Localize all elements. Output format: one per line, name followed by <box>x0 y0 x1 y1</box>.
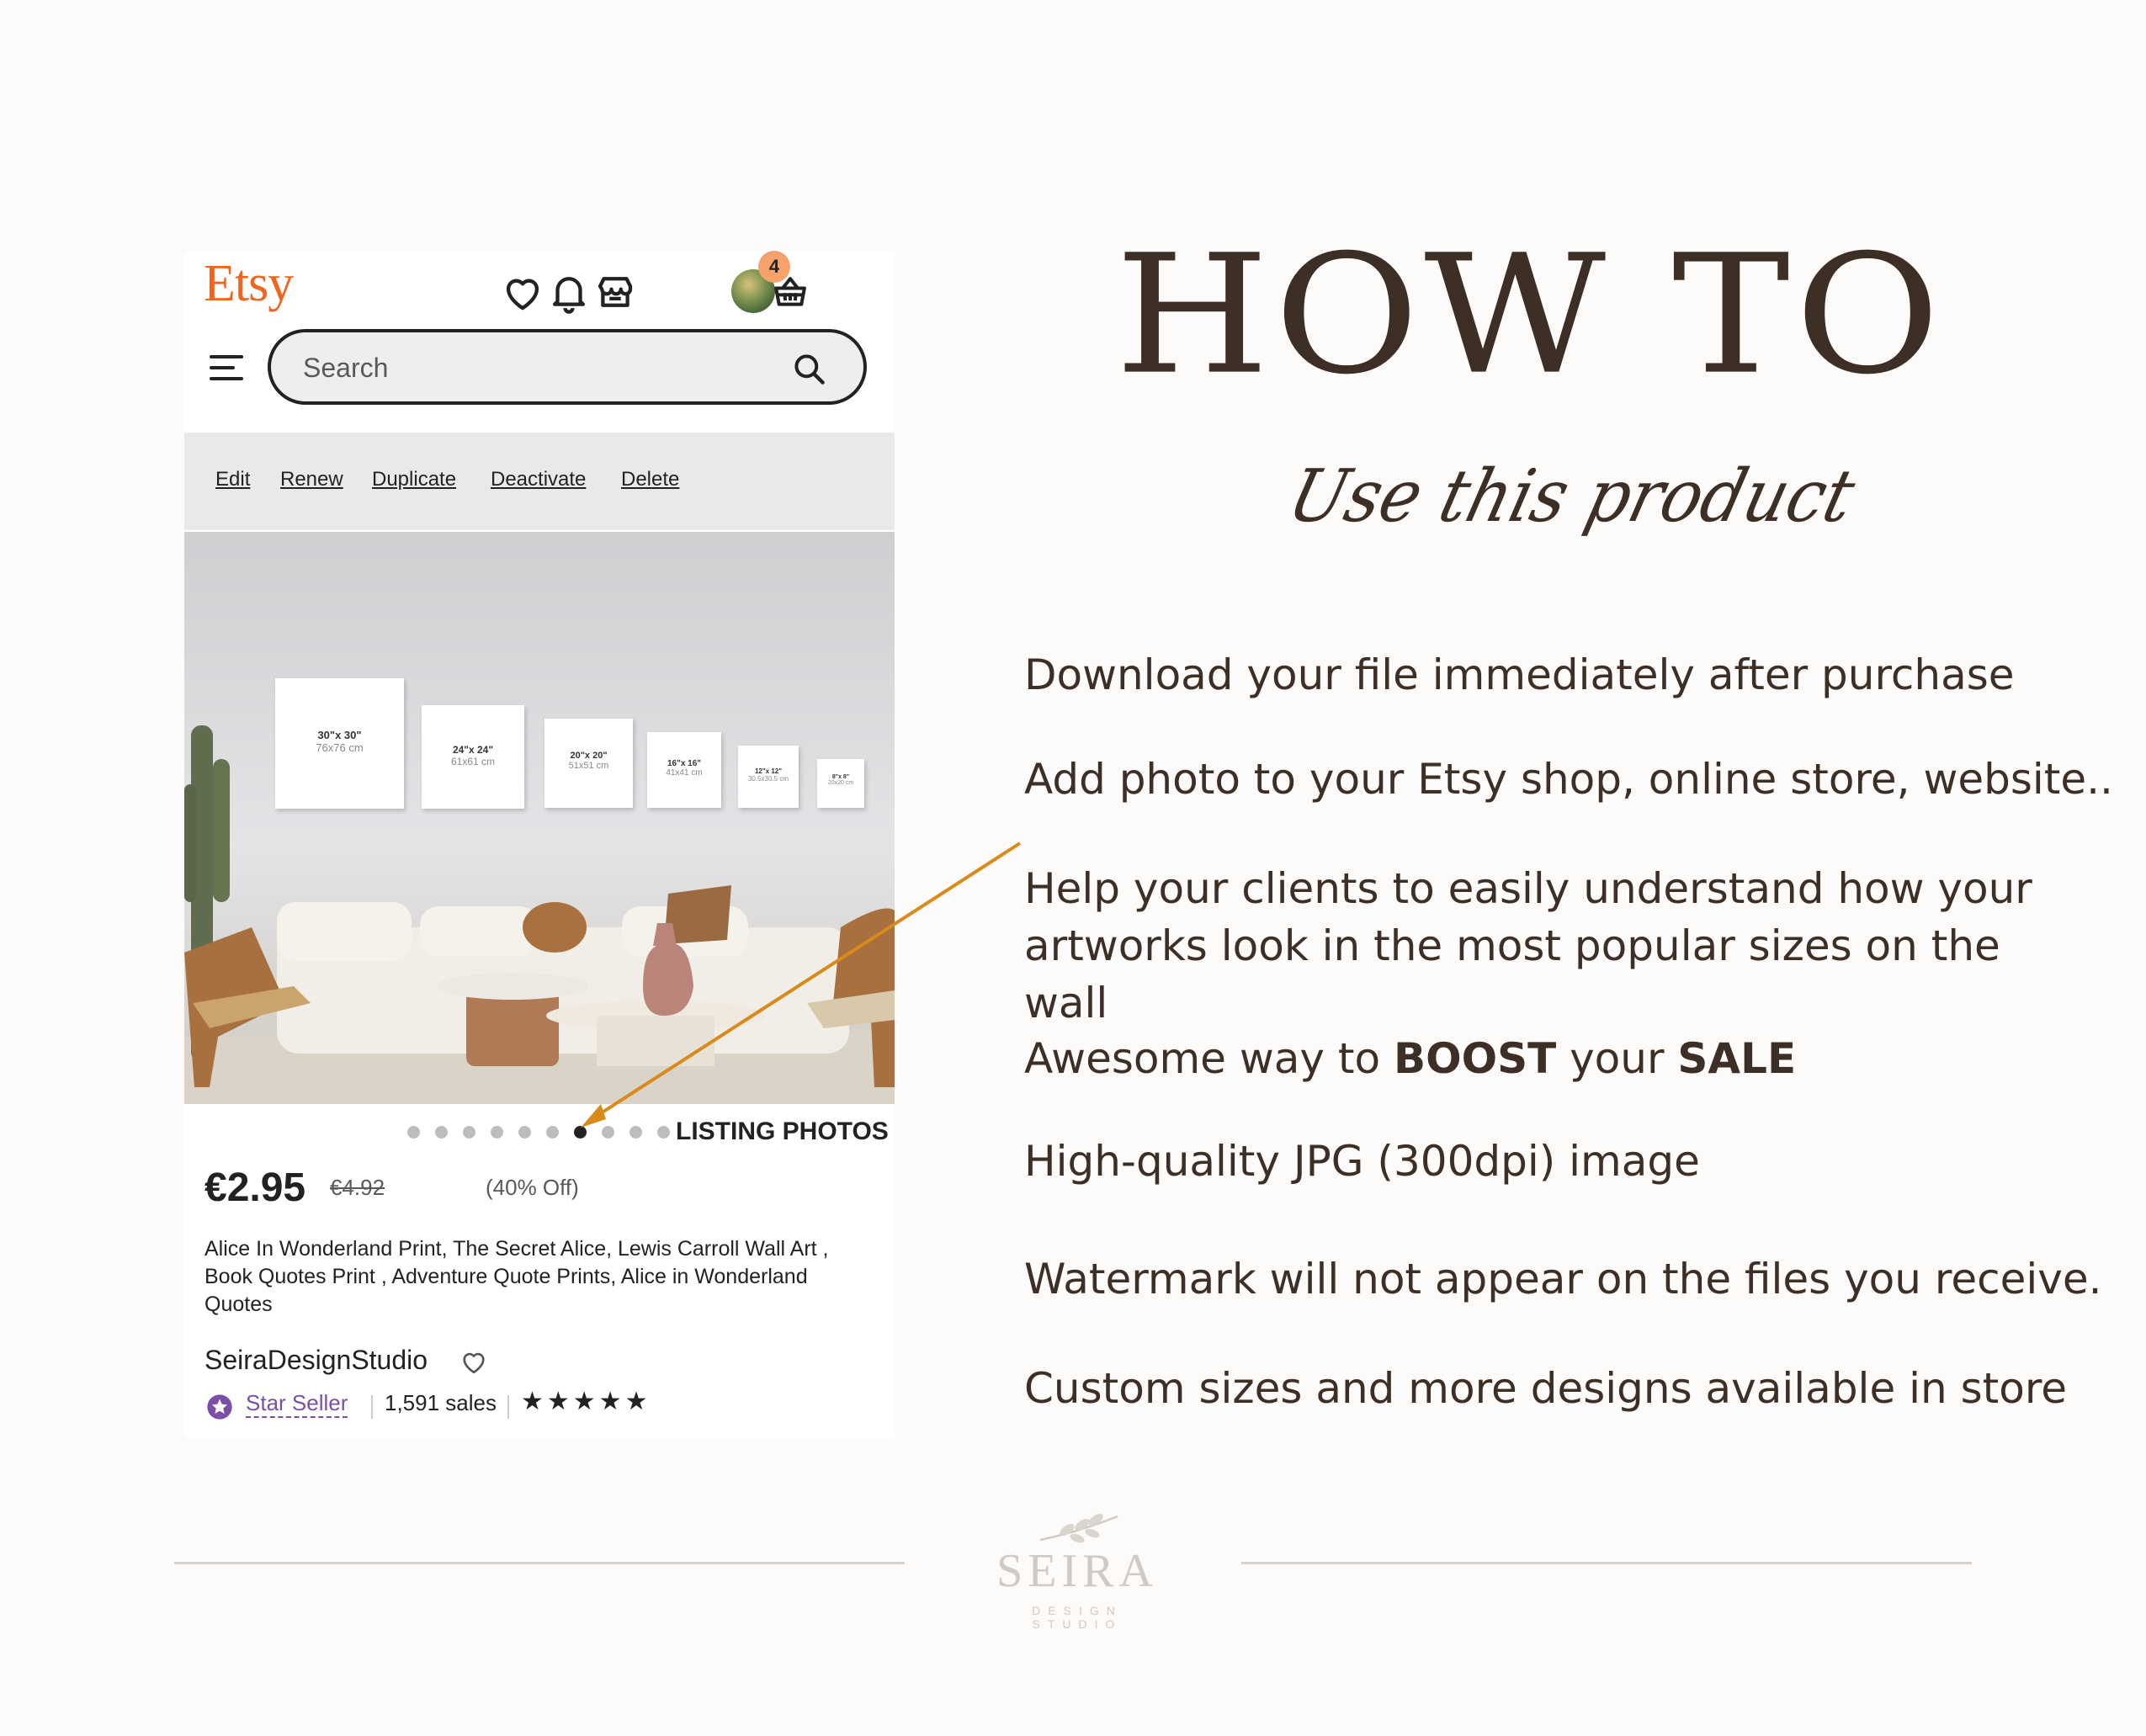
brand-leaf-icon <box>1033 1506 1126 1548</box>
feature-add-photo: Add photo to your Etsy shop, online store, website.. <box>1024 755 2113 804</box>
duplicate-link[interactable]: Duplicate <box>372 468 457 491</box>
discount-label: (40% Off) <box>486 1175 579 1200</box>
star-seller-badge-icon <box>206 1394 233 1420</box>
delete-link[interactable]: Delete <box>621 468 680 491</box>
hamburger-menu-icon[interactable] <box>210 355 243 380</box>
notifications-bell-icon[interactable] <box>546 269 592 315</box>
sale-word: SALE <box>1677 1034 1797 1083</box>
renew-link[interactable]: Renew <box>280 468 343 491</box>
frame-cm-label: 20x20 cm <box>827 780 854 786</box>
cart-basket-icon[interactable] <box>768 269 813 315</box>
carousel-dot[interactable] <box>463 1126 475 1139</box>
feature-help-clients: Help your clients to easily understand how your artworks look in the most popular sizes on the wall <box>1024 864 2032 1027</box>
favorite-shop-heart-icon[interactable] <box>459 1346 489 1377</box>
use-this-product-subtitle: Use this product <box>1280 454 1863 539</box>
size-frame-8 <box>817 759 864 808</box>
star-rating[interactable]: ★★★★★ <box>521 1388 651 1415</box>
frame-cm-label: 76x76 cm <box>316 741 364 754</box>
carousel-dot[interactable] <box>546 1126 559 1139</box>
frame-cm-label: 61x61 cm <box>450 756 496 767</box>
sales-count: 1,591 sales <box>385 1390 497 1415</box>
boost-pre: Awesome way to <box>1024 1034 1394 1083</box>
size-frame-24 <box>422 705 524 809</box>
original-price: €4.92 <box>330 1175 385 1200</box>
feature-download: Download your file immediately after purchase <box>1024 650 2015 699</box>
feature-high-quality: High-quality JPG (300dpi) image <box>1024 1137 1700 1186</box>
frame-size-label: 16"x 16" <box>667 759 702 768</box>
carousel-dot[interactable] <box>407 1126 420 1139</box>
size-frame-12 <box>738 746 799 808</box>
favorites-heart-icon[interactable] <box>500 269 545 315</box>
carousel-dot[interactable] <box>435 1126 448 1139</box>
boost-word: BOOST <box>1393 1034 1557 1083</box>
notification-count-badge: 4 <box>758 251 790 283</box>
how-to-heading: HOW TO <box>1115 219 1946 411</box>
separator <box>371 1395 373 1419</box>
star-seller-link[interactable]: Star Seller <box>246 1390 348 1418</box>
size-frame-16 <box>647 732 721 808</box>
deactivate-link[interactable]: Deactivate <box>491 468 587 491</box>
search-placeholder: Search <box>303 353 389 383</box>
search-input[interactable] <box>268 329 867 405</box>
separator <box>507 1395 509 1419</box>
feature-custom-sizes: Custom sizes and more designs available in store <box>1024 1364 2068 1413</box>
feature-watermark: Watermark will not appear on the files you receive. <box>1024 1255 2102 1303</box>
boost-mid: your <box>1556 1034 1678 1083</box>
search-icon[interactable] <box>791 351 828 388</box>
frame-cm-label: 30.5x30.5 cm <box>747 775 789 783</box>
shop-name-link[interactable]: SeiraDesignStudio <box>205 1345 428 1375</box>
edit-link[interactable]: Edit <box>215 468 251 491</box>
frame-size-label: 30"x 30" <box>317 729 362 741</box>
frame-cm-label: 41x41 cm <box>666 768 703 778</box>
frame-size-label: 12"x 12" <box>754 767 783 775</box>
feature-boost-sale <box>1024 1030 2118 1087</box>
carousel-dot[interactable] <box>518 1126 531 1139</box>
brand-tagline: DESIGN STUDIO <box>1032 1604 1123 1631</box>
listing-photos-label: LISTING PHOTOS <box>676 1118 889 1145</box>
frame-size-label: 24"x 24" <box>452 744 494 756</box>
etsy-logo[interactable]: Etsy <box>204 255 294 312</box>
footer-rule-left <box>174 1562 905 1564</box>
listing-title[interactable]: Alice In Wonderland Print, The Secret Alice, Lewis Carroll Wall Art , Book Quotes Print , Adventure Quote Prints, Alice in Wonderland Quotes <box>205 1237 829 1316</box>
size-frame-30 <box>275 678 404 809</box>
frame-size-label: 8"x 8" <box>831 774 850 780</box>
sale-price: €2.95 <box>205 1165 306 1210</box>
frame-size-label: 20"x 20" <box>570 751 608 761</box>
frame-cm-label: 51x51 cm <box>568 761 609 771</box>
shop-manager-store-icon[interactable] <box>592 269 638 315</box>
brand-logo-name: SEIRA <box>996 1545 1158 1597</box>
footer-rule-right <box>1241 1562 1972 1564</box>
carousel-dot[interactable] <box>491 1126 503 1139</box>
pointer-arrow <box>572 833 1027 1136</box>
listing-actions-bar <box>184 433 895 530</box>
size-frame-20 <box>544 719 633 808</box>
